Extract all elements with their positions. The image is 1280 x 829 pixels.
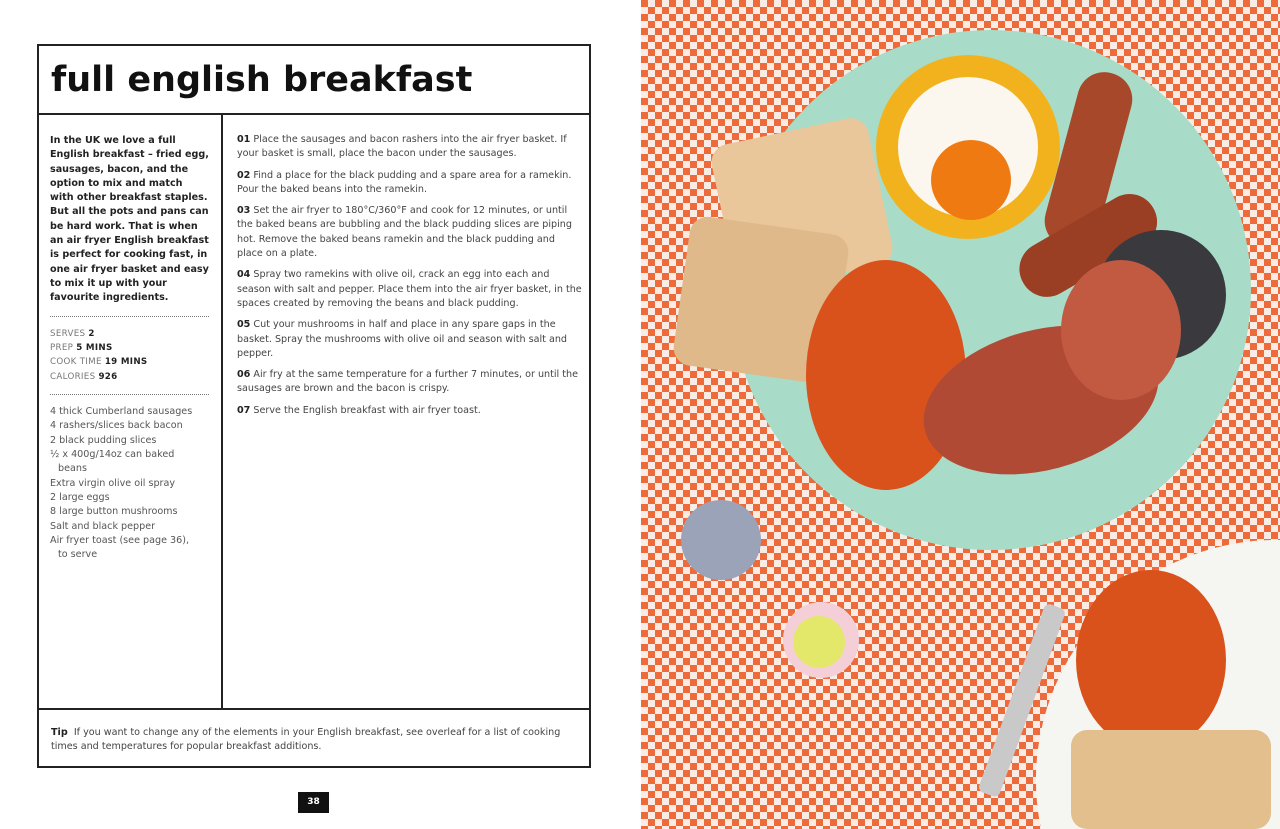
meta-serves [50,327,209,341]
recipe-frame [37,44,591,768]
recipe-intro: In the UK we love a full English breakfast – fried egg, sausages, bacon, and the option to mix and match with other breakfast staples. But all the pots and pans can be hard work. That is when an air fryer English breakfast is perfect for cooking fast, in one air fryer basket and easy to mix it up with your favourite ingredients. [50,135,209,304]
ingredient: Extra virgin olive oil spray [50,477,176,489]
breakfast-illustration [641,0,1280,829]
step-number: 07 [237,404,251,416]
step-text: Air fry at the same temperature for a further 7 minutes, or until the sausages are brown and the bacon is crispy. [237,369,579,395]
meta-value: 2 [88,328,95,339]
method-steps [237,133,582,425]
egg-yolk [931,140,1011,220]
meta-label: COOK TIME [50,357,102,368]
meta-label: CALORIES [50,371,96,382]
step [237,318,582,361]
meta-value: 926 [98,371,118,382]
step [237,268,582,311]
meta-calories [50,370,209,384]
step-number: 03 [237,205,251,217]
title-row [39,46,589,115]
tip-label: Tip [51,727,68,738]
ingredient-continued: to serve [58,549,98,561]
meta-prep [50,341,209,355]
step-number: 06 [237,369,251,381]
ingredient-continued: beans [58,463,87,475]
dotted-divider [50,394,209,395]
meta-label: SERVES [50,328,86,339]
ingredient: ½ x 400g/14oz can baked [50,449,175,461]
page-number: 38 [298,792,329,813]
step-text: Find a place for the black pudding and a spare area for a ramekin. Pour the baked beans into the ramekin. [237,169,572,195]
ingredient: 4 thick Cumberland sausages [50,406,193,418]
shaker-lid [793,616,845,668]
step-text: Cut your mushrooms in half and place in any spare gaps in the basket. Spray the mushrooms with olive oil and season with salt and pepper. [237,319,568,359]
step-number: 05 [237,319,251,331]
meta-cook-time [50,355,209,369]
step-text: Place the sausages and bacon rashers into the air fryer basket. If your basket is small, place the bacon under the sausages. [237,134,567,160]
step [237,204,582,261]
salt-shaker [681,500,761,580]
step-number: 04 [237,269,251,281]
ingredient: 2 black pudding slices [50,434,157,446]
recipe-title: full english breakfast [51,60,473,100]
baked-beans [1076,570,1226,750]
step [237,368,582,397]
ingredient: Air fryer toast (see page 36), [50,534,190,546]
ingredient: 4 rashers/slices back bacon [50,420,183,432]
ingredient: 2 large eggs [50,491,110,503]
meta-label: PREP [50,342,74,353]
step-number: 02 [237,169,251,181]
step [237,133,582,162]
toast [1071,730,1271,829]
ingredient: Salt and black pepper [50,520,156,532]
dotted-divider [50,316,209,317]
meta-value: 5 MINS [76,342,113,353]
step [237,169,582,198]
tip [39,708,589,768]
step-text: Set the air fryer to 180°C/360°F and cook for 12 minutes, or until the baked beans are bubbling and the black pudding slices are piping hot. Remove the baked beans ramekin and the black pudding and place on a plate. [237,205,572,260]
step-text: Spray two ramekins with olive oil, crack an egg into each and season with salt and pepper. Place them into the air fryer basket, in the spaces created by removing the beans and black pudding. [237,269,582,309]
breakfast-photo [641,0,1280,829]
ingredient: 8 large button mushrooms [50,506,178,518]
step [237,404,582,418]
ingredient-list [50,405,209,562]
step-number: 01 [237,134,251,145]
step-text: Serve the English breakfast with air fryer toast. [253,404,481,416]
tip-text: If you want to change any of the elements in your English breakfast, see overleaf for a list of cooking times and temperatures for popular breakfast additions. [51,727,561,753]
recipe-meta [50,327,209,385]
meta-value: 19 MINS [104,357,148,368]
bacon [1061,260,1181,400]
recipe-sidebar [39,115,223,708]
